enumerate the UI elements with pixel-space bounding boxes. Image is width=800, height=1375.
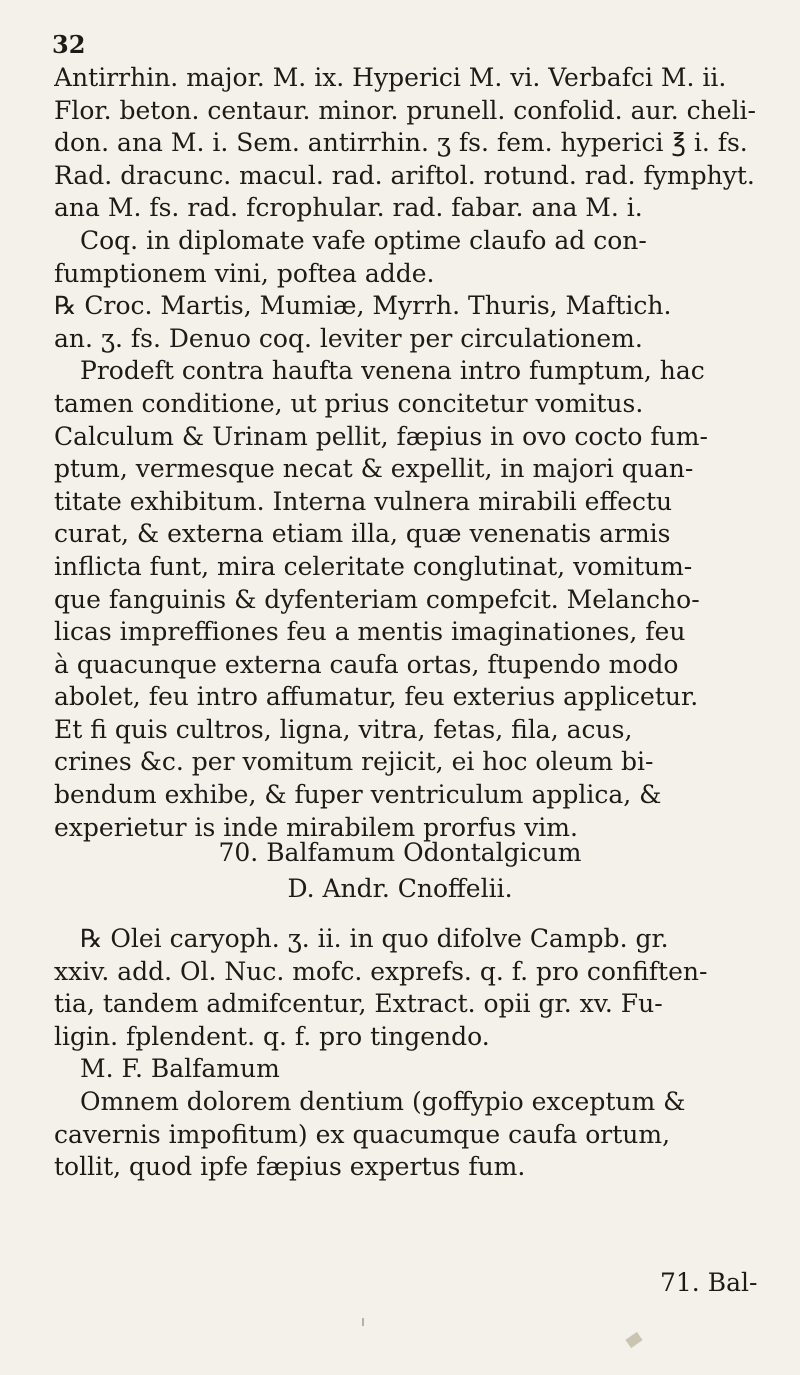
text-line: an. ʒ. fs. Denuo coq. leviter per circulationem. <box>54 323 643 353</box>
text-line: Prodeft contra haufta venena intro fumptum, hac <box>80 356 705 386</box>
text-line: bendum exhibe, & fuper ventriculum applica, & <box>54 780 662 810</box>
text-line: Calculum & Urinam pellit, fæpius in ovo cocto fum- <box>54 421 708 451</box>
text-line: cavernis impofitum) ex quacumque caufa ortum, <box>54 1119 671 1149</box>
text-line: abolet, feu intro affumatur, feu exterius applicetur. <box>54 682 699 712</box>
text-line: tia, tandem admifcentur, Extract. opii gr. xv. Fu- <box>54 989 663 1019</box>
text-line: fumptionem vini, poftea adde. <box>54 258 435 288</box>
text-line: Antirrhin. major. M. ix. Hyperici M. vi. Verbafci M. ii. <box>54 63 727 92</box>
text-line: Omnem dolorem dentium (goffypio exceptum & <box>80 1086 686 1116</box>
text-line: M. F. Balfamum <box>80 1054 280 1084</box>
text-line: ℞ Olei caryoph. ʒ. ii. in quo difolve Campb. gr. <box>80 924 669 953</box>
text-line: ptum, vermesque necat & expellit, in majori quan- <box>54 454 694 484</box>
text-line: Flor. beton. centaur. minor. prunell. confolid. aur. cheli- <box>54 95 757 125</box>
text-line: crines &c. per vomitum rejicit, ei hoc oleum bi- <box>54 747 654 777</box>
text-line: curat, & externa etiam illa, quæ venenatis armis <box>54 519 671 549</box>
text-line: Et fi quis cultros, ligna, vitra, fetas, fila, acus, <box>54 714 633 744</box>
text-line: titate exhibitum. Interna vulnera mirabili effectu <box>54 486 673 516</box>
text-line: don. ana M. i. Sem. antirrhin. ʒ fs. fem. hyperici ℥ i. fs. <box>54 128 748 158</box>
paper-mark <box>625 1332 642 1348</box>
text-line: tamen conditione, ut prius concitetur vomitus. <box>54 388 644 418</box>
page-number: 32 <box>52 30 86 59</box>
text-line: inflicta funt, mira celeritate conglutinat, vomitum- <box>54 551 693 581</box>
text-line: tollit, quod ipfe fæpius expertus fum. <box>54 1152 526 1182</box>
text-line: experietur is inde mirabilem prorfus vim. <box>54 812 578 842</box>
text-line: licas impreffiones feu a mentis imaginationes, feu <box>54 617 686 647</box>
text-line: ℞ Croc. Martis, Mumiæ, Myrrh. Thuris, Maftich. <box>54 291 672 321</box>
recipe-text-bottom <box>54 923 766 1184</box>
author-heading: D. Andr. Cnoffelii. <box>287 874 513 903</box>
text-line: à quacunque externa caufa ortas, ftupendo modo <box>54 649 679 679</box>
recipe-text-top <box>54 62 766 844</box>
text-line: ligin. fplendent. q. f. pro tingendo. <box>54 1021 490 1051</box>
text-line: ana M. fs. rad. fcrophular. rad. fabar. ana M. i. <box>54 193 643 223</box>
text-line: que fanguinis & dyfenteriam compefcit. Melancho- <box>54 584 700 614</box>
paper-speck <box>362 1318 364 1326</box>
text-line: Coq. in diplomate vafe optime claufo ad con- <box>80 225 647 255</box>
text-line: Rad. dracunc. macul. rad. ariftol. rotund. rad. fymphyt. <box>54 160 755 190</box>
catchword: 71. Bal- <box>660 1268 758 1297</box>
section-heading: 70. Balfamum Odontalgicum <box>218 838 582 867</box>
text-line: xxiv. add. Ol. Nuc. mofc. exprefs. q. f. pro confiften- <box>54 956 708 986</box>
